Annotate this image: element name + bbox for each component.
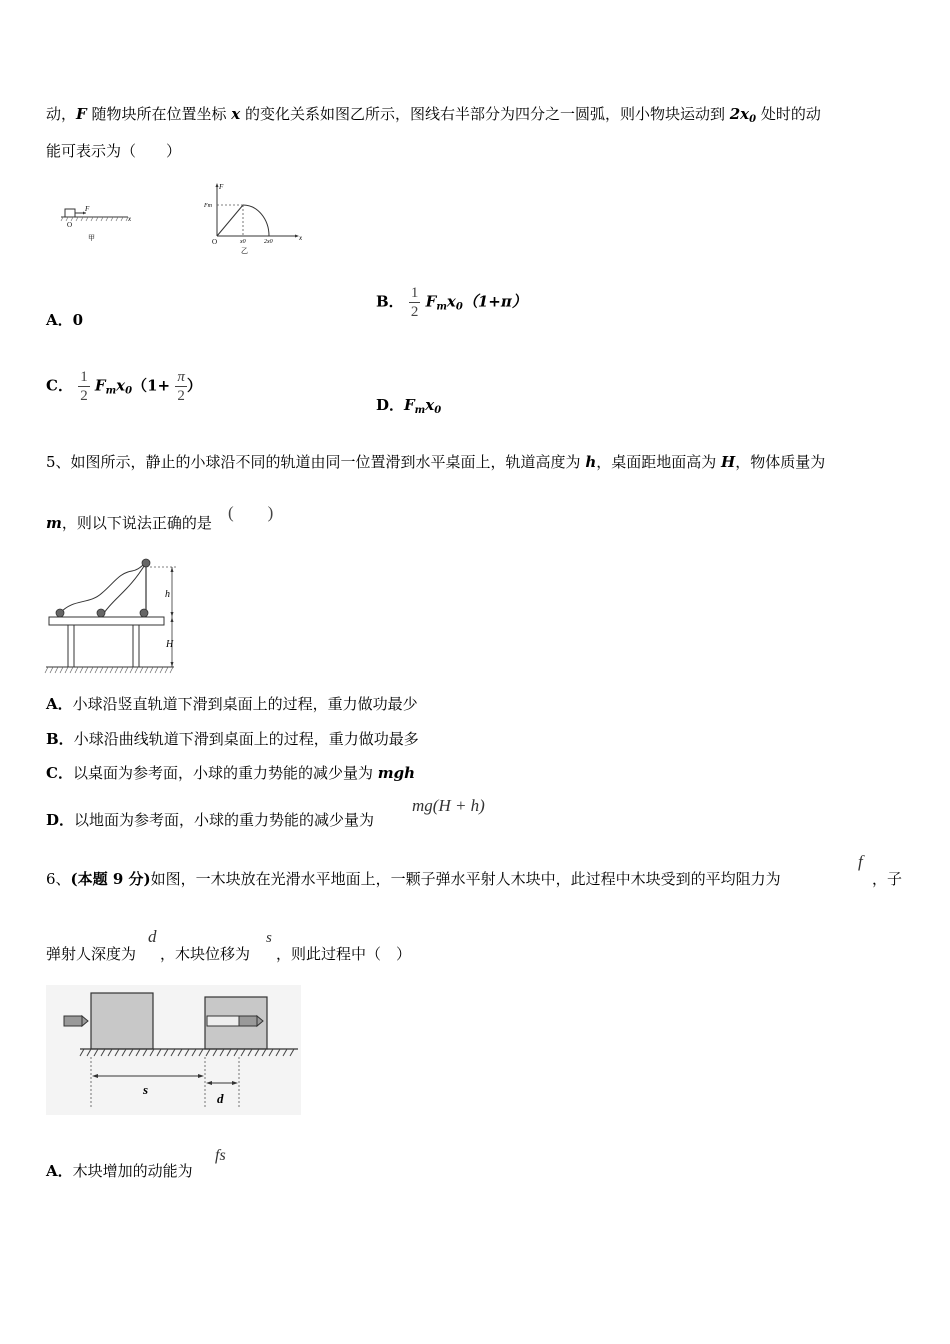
ball-right bbox=[140, 609, 148, 617]
q6-option-a-math: fs bbox=[215, 1147, 226, 1164]
label-F: F bbox=[85, 205, 90, 213]
q4-line1: 动，F 随物块所在位置坐标 x 的变化关系如图乙所示，图线右半部分为四分之一圆弧，则小物块运动到 $2x_0$ 处时的动 bbox=[46, 105, 821, 125]
q6-line1-tail: ，子 bbox=[872, 870, 903, 888]
quarter-arc bbox=[243, 205, 269, 236]
H-arrow-top bbox=[171, 617, 174, 622]
ball-top bbox=[142, 559, 150, 567]
bullet-embedded-body bbox=[239, 1016, 257, 1026]
H-arrow-bottom bbox=[171, 662, 174, 667]
table-top bbox=[49, 617, 164, 625]
inner-track bbox=[104, 563, 146, 613]
table-leg-right bbox=[133, 625, 139, 667]
q4-option-d: D．$F_mx_0$ bbox=[376, 396, 442, 416]
figure-jia bbox=[58, 200, 138, 245]
label-Fm: Fm bbox=[204, 203, 212, 209]
ball-middle bbox=[97, 609, 105, 617]
label-d: d bbox=[217, 1091, 224, 1106]
q5-line1: 5、如图所示，静止的小球沿不同的轨道由同一位置滑到水平桌面上，轨道高度为 h，桌面距地面高为 H，物体质量为 bbox=[46, 453, 826, 471]
q6-option-a: A．木块增加的动能为 bbox=[46, 1162, 193, 1180]
fraction-one-half: $\frac{1}{2}$ bbox=[80, 369, 88, 404]
ground-hatch bbox=[45, 667, 173, 673]
q6-s-symbol: s bbox=[266, 930, 272, 946]
q6-line2-a: 弹射人深度为 bbox=[46, 945, 137, 963]
ball-left bbox=[56, 609, 64, 617]
fraction-pi-over-2: $\frac{\pi}{2}$ bbox=[177, 369, 185, 404]
q6-f-symbol: f bbox=[858, 852, 863, 871]
q5-option-c: C．以桌面为参考面，小球的重力势能的减少量为 mgh bbox=[46, 764, 415, 782]
q4-line2: 能可表示为（ ） bbox=[46, 142, 182, 160]
label-H: H bbox=[166, 639, 174, 650]
label-x: x bbox=[128, 215, 132, 223]
figure-q5-tracks bbox=[44, 553, 194, 678]
label-F: F bbox=[219, 183, 224, 191]
q5-option-d: D．以地面为参考面，小球的重力势能的减少量为 bbox=[46, 811, 375, 829]
q6-d-symbol: d bbox=[148, 927, 157, 946]
label-x: x bbox=[299, 234, 303, 242]
q6-line2-b: ，木块位移为 bbox=[160, 945, 251, 963]
h-arrow-top bbox=[171, 567, 174, 572]
q5-line2: m，则以下说法正确的是 bbox=[46, 514, 212, 532]
block bbox=[65, 209, 75, 217]
fraction-one-half: $\frac{1}{2}$ bbox=[410, 285, 419, 320]
label-2x0: 2x0 bbox=[264, 239, 273, 245]
label-s: s bbox=[143, 1082, 149, 1097]
figure-q6-bullet-block bbox=[46, 985, 301, 1115]
label-h: h bbox=[165, 589, 170, 600]
label-O: O bbox=[67, 221, 73, 229]
q5-answer-paren: ( ) bbox=[228, 503, 274, 522]
q4-option-a: A．0 bbox=[46, 311, 84, 329]
block-initial bbox=[91, 993, 153, 1049]
curved-track bbox=[60, 563, 146, 613]
q5-option-d-math: mg(H + h) bbox=[412, 796, 485, 815]
table-leg-left bbox=[68, 625, 74, 667]
linear-segment bbox=[217, 205, 243, 236]
caption-yi: 乙 bbox=[241, 247, 248, 255]
q5-option-a: A．小球沿竖直轨道下滑到桌面上的过程，重力做功最少 bbox=[46, 695, 418, 713]
q4-option-c: C． $\frac{1}{2}$ $F_mx_0(1+$ $\frac{\pi}{2}$ ） bbox=[46, 369, 202, 404]
caption-jia: 甲 bbox=[88, 234, 95, 242]
q5-option-b: B．小球沿曲线轨道下滑到桌面上的过程，重力做功最多 bbox=[46, 730, 419, 748]
figure-yi bbox=[203, 180, 303, 260]
q4-option-b: B． $\frac{1}{2}$ $F_mx_0(1+\pi)$ bbox=[376, 285, 527, 320]
label-x0: x0 bbox=[240, 239, 246, 245]
h-arrow-bottom bbox=[171, 612, 174, 617]
q6-line2-c: ，则此过程中（ ） bbox=[276, 945, 412, 963]
bullet-initial bbox=[64, 1016, 82, 1026]
label-O: O bbox=[212, 238, 218, 246]
q6-line1: 6、(本题 9 分)如图，一木块放在光滑水平地面上，一颗子弹水平射人木块中，此过程中木块受到的平均阻力为 bbox=[46, 870, 781, 888]
